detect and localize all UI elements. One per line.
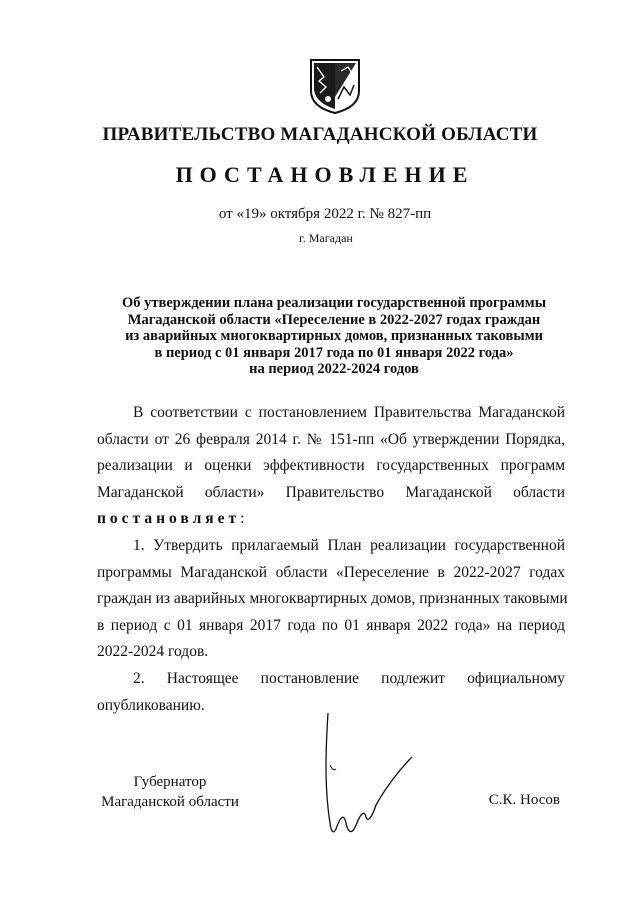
subject-line: в период с 01 января 2017 года по 01 января 2022 года» [154,344,514,361]
preamble-line: В соответствии с постановлением Правительства Магаданской [133,404,565,421]
preamble-line: реализации и оценки эффективности государственных программ [97,457,565,474]
subject-line: Об утверждении плана реализации государственной программы [121,295,547,311]
subject-line: из аварийных многоквартирных домов, признанных таковыми [125,328,543,344]
coat-of-arms-emblem [308,57,362,115]
item-2-line: 2. Настоящее постановление подлежит официальному [133,670,565,687]
item-1-line: 2022-2024 годов. [97,643,209,660]
signatory-title-line: Магаданской области [101,794,239,810]
resolves-line [97,506,565,533]
subject-line: на период 2022-2024 годов [249,361,419,377]
handwritten-signature [300,705,430,845]
government-name: ПРАВИТЕЛЬСТВО МАГАДАНСКОЙ ОБЛАСТИ [102,124,538,145]
preamble-line: области от 26 февраля 2014 г. № 151-пп «Об утверждении Порядка, [97,430,565,448]
preamble-paragraph [97,400,565,533]
item-1-line: программы Магаданской области «Переселение в 2022-2027 годах [97,563,565,581]
signatory-name: С.К. Носов [488,792,560,808]
item-1-paragraph [97,533,568,666]
resolves-word: постановляет [97,510,241,527]
signatory-title [100,772,240,812]
item-2-line: опубликованию. [97,696,205,714]
item-1-line: 1. Утвердить прилагаемый План реализации государственной [133,537,565,554]
item-1-line: в период с 01 января 2017 года по 01 января 2022 года» на период [97,616,565,634]
resolves-colon: : [240,510,245,527]
subject-line: Магаданской области «Переселение в 2022-2027 годах граждан [127,311,541,328]
document-type: ПОСТАНОВЛЕНИЕ [175,162,475,187]
preamble-line: Магаданской области» Правительство Магаданской области [97,483,565,501]
document-subject [100,295,568,378]
item-1-line: граждан из аварийных многоквартирных домов, признанных таковыми [97,590,568,607]
signatory-title-line: Губернатор [133,774,207,790]
date-number-line: от «19» октября 2022 г. № 827-пп [218,206,432,222]
issue-city: г. Магадан [299,231,353,245]
